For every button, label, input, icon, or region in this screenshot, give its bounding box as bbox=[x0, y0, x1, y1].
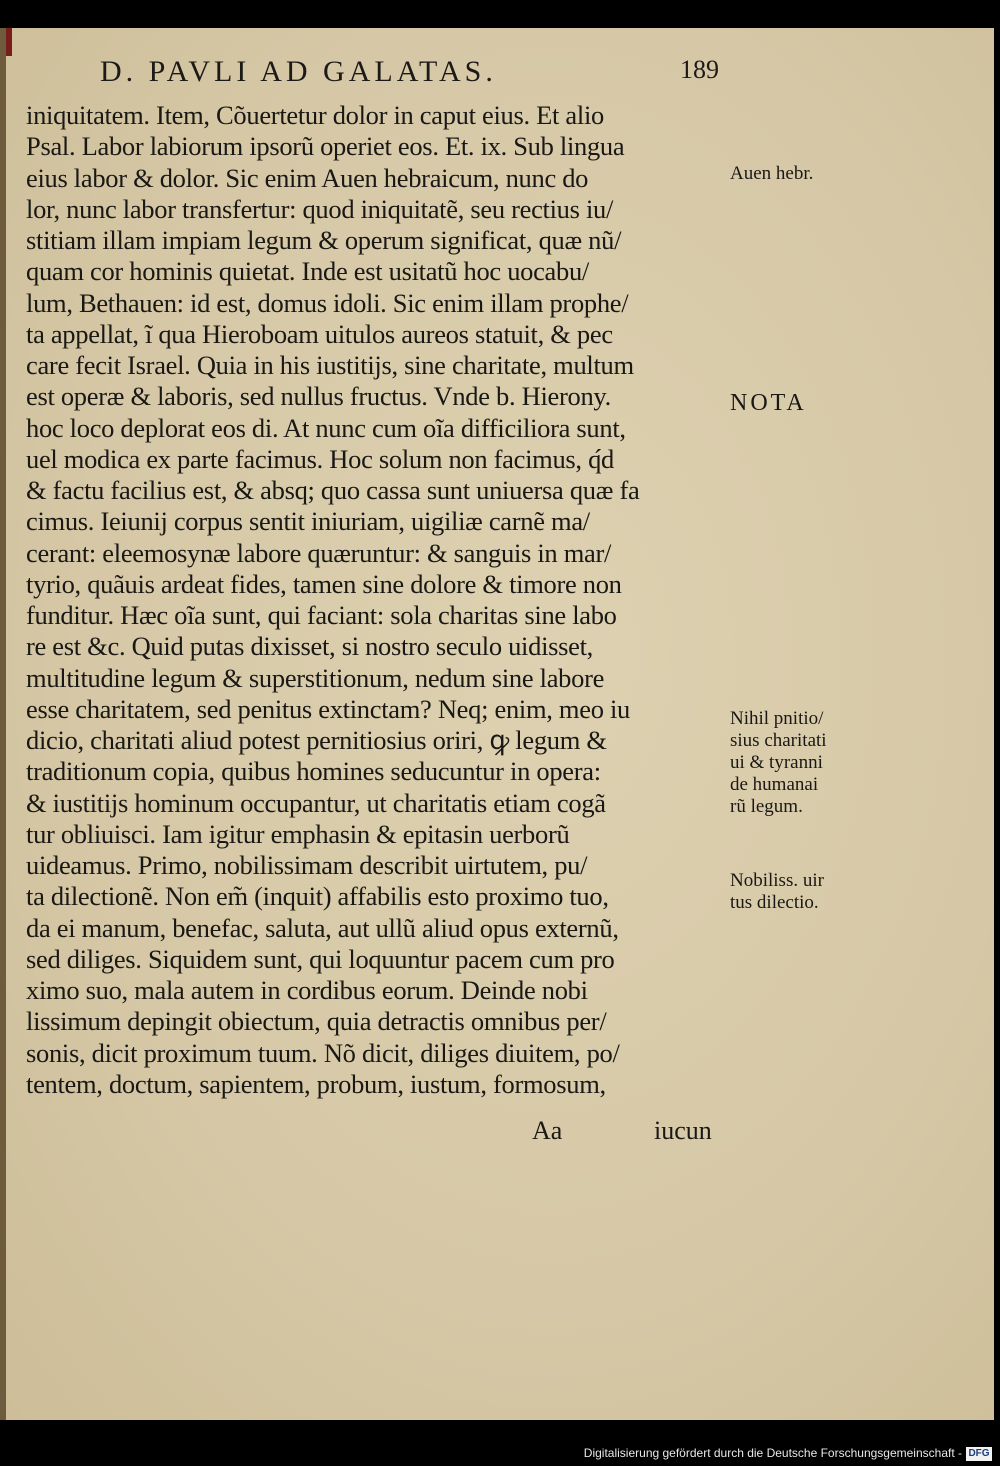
text-line: lum, Bethauen: id est, domus idoli. Sic enim illam prophe/ bbox=[26, 287, 629, 318]
margin-note-nota bbox=[730, 392, 807, 414]
text-line: iniquitatem. Item, Cõuertetur dolor in caput eius. Et alio bbox=[26, 100, 604, 130]
folio-number: 189 bbox=[680, 55, 719, 84]
text-line: cerant: eleemosynæ labore quæruntur: & sanguis in mar/ bbox=[26, 537, 612, 568]
running-title: D. PAVLI AD GALATAS. bbox=[100, 55, 497, 88]
margin-note-line: ui & tyranni bbox=[730, 752, 823, 773]
text-line: multitudine legum & superstitionum, nedum sine labore bbox=[26, 662, 605, 693]
margin-note-line: de humanai bbox=[730, 774, 819, 795]
text-line: ta appellat, ĩ qua Hieroboam uitulos aureos statuit, & pec bbox=[26, 318, 613, 349]
page-header bbox=[100, 55, 760, 95]
text-line: & iustitijs hominum occupantur, ut charitatis etiam cogã bbox=[26, 787, 606, 818]
text-line: sed diliges. Siquidem sunt, qui loquuntur pacem cum pro bbox=[26, 943, 615, 974]
margin-note-line: rũ legum. bbox=[730, 796, 803, 817]
text-line: dicio, charitati aliud potest pernitiosius oriri, ꝙ legum & bbox=[26, 725, 607, 755]
margin-note-line: Nobiliss. uir bbox=[730, 870, 824, 891]
margin-note-line: tus dilectio. bbox=[730, 892, 819, 913]
margin-note-line: sius charitati bbox=[730, 730, 827, 751]
margin-note-line: Nihil pnitio/ bbox=[730, 708, 824, 729]
text-line: lissimum depingit obiectum, quia detractis omnibus per/ bbox=[26, 1006, 607, 1037]
catchline bbox=[26, 1116, 726, 1150]
main-text-block bbox=[26, 100, 726, 1100]
text-line: uideamus. Primo, nobilissimam describit uirtutem, pu/ bbox=[26, 850, 588, 880]
text-line: re est &c. Quid putas dixisset, si nostro seculo uidisset, bbox=[26, 631, 594, 662]
text-line: stitiam illam impiam legum & operum significat, quæ nũ/ bbox=[26, 225, 622, 255]
text-line: uel modica ex parte facimus. Hoc solum non facimus, q́d bbox=[26, 443, 614, 474]
text-line: quam cor hominis quietat. Inde est usitatũ hoc uocabu/ bbox=[26, 256, 589, 287]
text-line: cimus. Ieiunij corpus sentit iniuriam, uigiliæ carnẽ ma/ bbox=[26, 506, 590, 537]
digitization-credit: Digitalisierung gefördert durch die Deutsche Forschungsgemeinschaft - bbox=[583, 1446, 962, 1460]
text-line: care fecit Israel. Quia in his iustitijs, sine charitate, multum bbox=[26, 350, 634, 380]
binding-edge bbox=[6, 28, 12, 56]
text-line: est operæ & laboris, sed nullus fructus. Vnde b. Hierony. bbox=[26, 381, 611, 412]
text-line: hoc loco deplorat eos di. At nunc cum oĩa difficiliora sunt, bbox=[26, 412, 626, 443]
text-line: traditionum copia, quibus homines seducuntur in opera: bbox=[26, 756, 601, 787]
text-line: ximo suo, mala autem in cordibus eorum. Deinde nobi bbox=[26, 975, 588, 1005]
margin-note-nobiliss bbox=[730, 870, 824, 914]
margin-note-nihil bbox=[730, 708, 827, 818]
text-line: tentem, doctum, sapientem, probum, iustum, formosum, bbox=[26, 1068, 606, 1099]
margin-note-line: NOTA bbox=[730, 390, 807, 416]
text-line: tyrio, quãuis ardeat fides, tamen sine dolore & timore non bbox=[26, 568, 622, 599]
text-line: Psal. Labor labiorum ipsorũ operiet eos. Et. ix. Sub lingua bbox=[26, 131, 625, 162]
text-line: sonis, dicit proximum tuum. Nõ dicit, diliges diuitem, po/ bbox=[26, 1037, 620, 1068]
margin-note-line: Auen hebr. bbox=[730, 163, 814, 184]
text-line: eius labor & dolor. Sic enim Auen hebraicum, nunc do bbox=[26, 162, 589, 193]
text-line: tur obliuisci. Iam igitur emphasin & epitasin uerborũ bbox=[26, 818, 570, 849]
text-line: lor, nunc labor transfertur: quod iniquitatẽ, seu rectius iu/ bbox=[26, 193, 614, 224]
signature-mark: Aa bbox=[532, 1116, 563, 1145]
text-line: funditur. Hæc oĩa sunt, qui faciant: sola charitas sine labo bbox=[26, 600, 617, 630]
text-line: da ei manum, benefac, saluta, aut ullũ aliud opus externũ, bbox=[26, 912, 619, 943]
catchword: iucun bbox=[654, 1116, 712, 1145]
text-line: esse charitatem, sed penitus extinctam? Neq; enim, meo iu bbox=[26, 693, 630, 724]
text-line: & factu facilius est, & absq; quo cassa sunt uniuersa quæ fa bbox=[26, 475, 640, 505]
text-line: ta dilectionẽ. Non em̃ (inquit) affabilis esto proximo tuo, bbox=[26, 881, 609, 912]
dfg-logo: DFG bbox=[966, 1447, 992, 1461]
margin-note-auen bbox=[730, 163, 813, 185]
